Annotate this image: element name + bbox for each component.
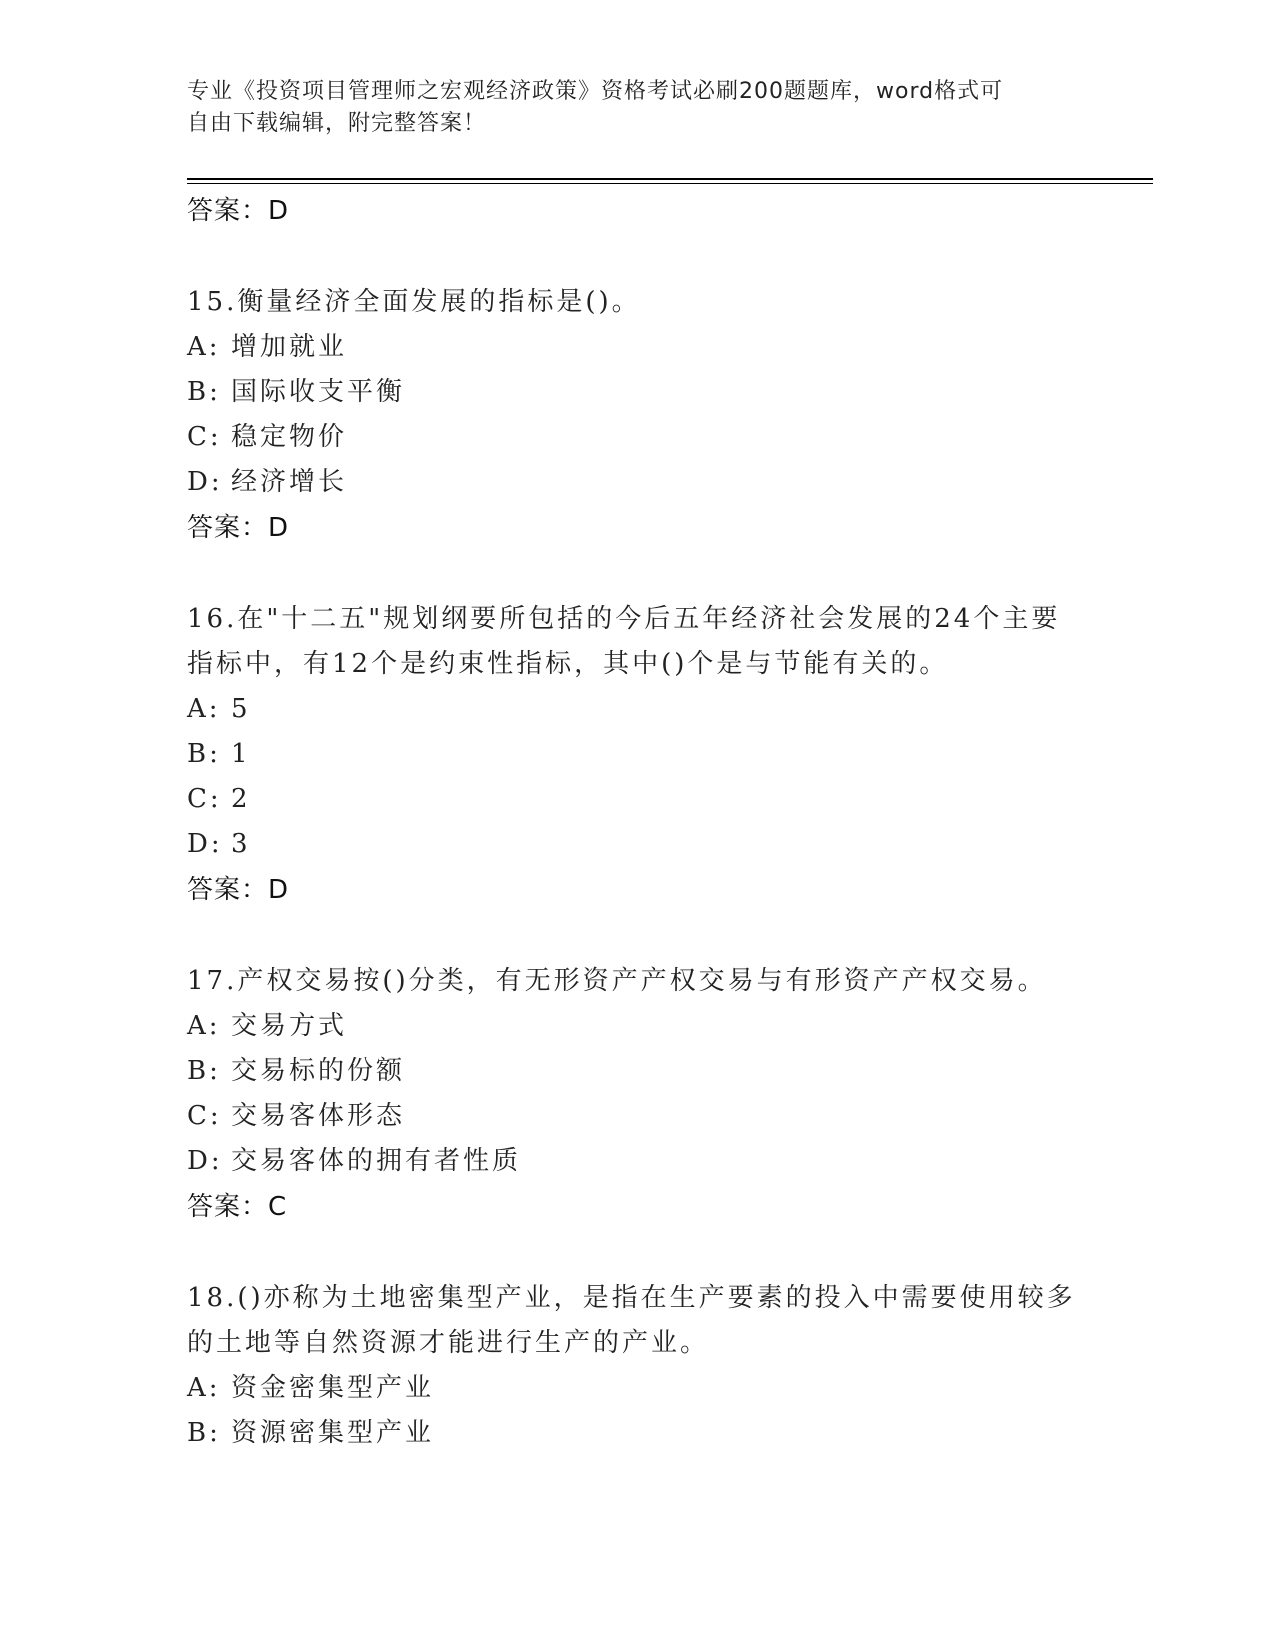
option-text: 交易方式 (231, 1011, 348, 1041)
option-c (187, 415, 1087, 460)
option-text: 交易客体的拥有者性质 (231, 1146, 522, 1176)
option-text: 国际收支平衡 (231, 377, 406, 407)
question-16 (187, 597, 1087, 913)
option-text: 增加就业 (231, 332, 348, 362)
option-a (187, 1004, 1087, 1049)
option-text: 经济增长 (231, 467, 348, 497)
option-text: 稳定物价 (231, 422, 348, 452)
option-letter: D: (187, 1146, 223, 1176)
option-letter: A: (187, 1011, 221, 1041)
option-text: 资源密集型产业 (231, 1418, 435, 1448)
option-text: 5 (231, 694, 251, 724)
option-d (187, 1139, 1087, 1184)
option-c (187, 777, 1087, 822)
question-text-line-2: 指标中，有12个是约束性指标，其中()个是与节能有关的。 (187, 649, 949, 679)
option-text: 交易客体形态 (231, 1101, 406, 1131)
option-b (187, 1049, 1087, 1094)
option-letter: D: (187, 467, 223, 497)
previous-answer: 答案：D (187, 196, 290, 226)
answer-line: 答案：D (187, 875, 290, 905)
question-text: 15.衡量经济全面发展的指标是()。 (187, 287, 641, 317)
option-letter: B: (187, 377, 221, 407)
option-c (187, 1094, 1087, 1139)
document-header (187, 76, 1087, 140)
option-text: 资金密集型产业 (231, 1373, 435, 1403)
option-letter: C: (187, 1101, 222, 1131)
question-17 (187, 959, 1087, 1230)
question-text-line-1: 18.()亦称为土地密集型产业，是指在生产要素的投入中需要使用较多 (187, 1283, 1076, 1313)
option-text: 交易标的份额 (231, 1056, 406, 1086)
option-b (187, 1411, 1087, 1456)
option-a (187, 325, 1087, 370)
header-rule-thick (187, 178, 1153, 180)
question-15 (187, 280, 1087, 551)
answer-line: 答案：C (187, 1192, 288, 1222)
option-letter: A: (187, 694, 221, 724)
header-line-1: 专业《投资项目管理师之宏观经济政策》资格考试必刷200题题库，word格式可 (187, 79, 1004, 104)
option-b (187, 732, 1087, 777)
option-letter: D: (187, 829, 223, 859)
header-rule-thin (187, 183, 1153, 184)
option-text: 2 (231, 784, 251, 814)
option-b (187, 370, 1087, 415)
option-d (187, 460, 1087, 505)
option-a (187, 1366, 1087, 1411)
question-18 (187, 1276, 1087, 1456)
question-text-line-1: 16.在"十二五"规划纲要所包括的今后五年经济社会发展的24个主要 (187, 604, 1061, 634)
option-letter: C: (187, 422, 222, 452)
header-line-2: 自由下载编辑，附完整答案！ (187, 111, 487, 136)
option-text: 1 (231, 739, 251, 769)
option-a (187, 687, 1087, 732)
question-list (187, 188, 1087, 1456)
option-letter: B: (187, 1418, 221, 1448)
question-text: 17.产权交易按()分类，有无形资产产权交易与有形资产产权交易。 (187, 966, 1047, 996)
option-letter: A: (187, 332, 221, 362)
option-letter: A: (187, 1373, 221, 1403)
answer-line: 答案：D (187, 513, 290, 543)
option-letter: C: (187, 784, 222, 814)
question-text-line-2: 的土地等自然资源才能进行生产的产业。 (187, 1328, 710, 1358)
option-letter: B: (187, 739, 221, 769)
option-letter: B: (187, 1056, 221, 1086)
option-text: 3 (231, 829, 251, 859)
option-d (187, 822, 1087, 867)
